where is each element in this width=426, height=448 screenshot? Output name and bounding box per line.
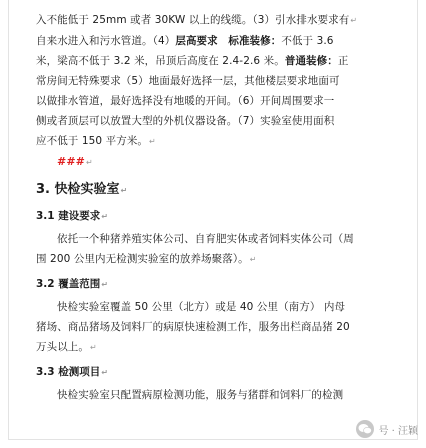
paragraph-line: 依托一个种猪养殖实体公司、自育肥实体或者饲料实体公司（周 [57,233,354,245]
paragraph-line: 快检实验室只配置病原检测功能，服务与猪群和饲料厂的检测 [57,389,344,401]
watermark [356,420,418,438]
paragraph-line: 快检实验室覆盖 50 公里（北方）或是 40 公里（南方） 内母 [57,301,346,313]
subsection-heading: 3.2 覆盖范围↵ [36,278,108,290]
subsection-heading: 3.1 建设要求↵ [36,210,108,222]
paragraph-line: 猪场、商品猪场及饲料厂的病原快速检测工作，服务出栏商品猪 20 [36,321,350,333]
paragraph-line: 万头以上。↵ [36,341,97,353]
paragraph-line: 自来水进入和污水管道。（4）层高要求 标准装修：不低于 3.6 [36,35,334,47]
document-body [36,10,368,405]
separator: ###↵ [57,155,93,168]
watermark-text: 号 · 汪颖 [378,425,418,437]
paragraph-line: 米，梁高不低于 3.2 米，吊顶后高度在 2.4-2.6 米。普通装修：正 [36,55,349,67]
paragraph-line: 应不低于 150 平方米。↵ [36,135,156,147]
paragraph-line: 常房间无特殊要求（5）地面最好选择一层，其他楼层要求地面可 [36,75,340,87]
subsection-heading: 3.3 检测项目↵ [36,366,108,378]
paragraph-line: 入不能低于 25mm 或者 30KW 以上的线缆。（3）引水排水要求有↵ [36,14,358,26]
paragraph-line: 侧或者顶层可以放置大型的外机仪器设备。（7）实验室使用面积 [36,115,335,127]
paragraph-line: 围 200 公里内无检测实验室的放养场聚落）。↵ [36,253,257,265]
bold-label: 普通装修： [284,55,338,67]
paragraph-line: 以做排水管道，最好选择没有地暖的开间。（6）开间周围要求一 [36,95,335,107]
bold-label: 层高要求 标准装修： [175,35,282,47]
wechat-logo-icon [356,420,374,438]
section-heading: 3. 快检实验室↵ [36,182,128,197]
